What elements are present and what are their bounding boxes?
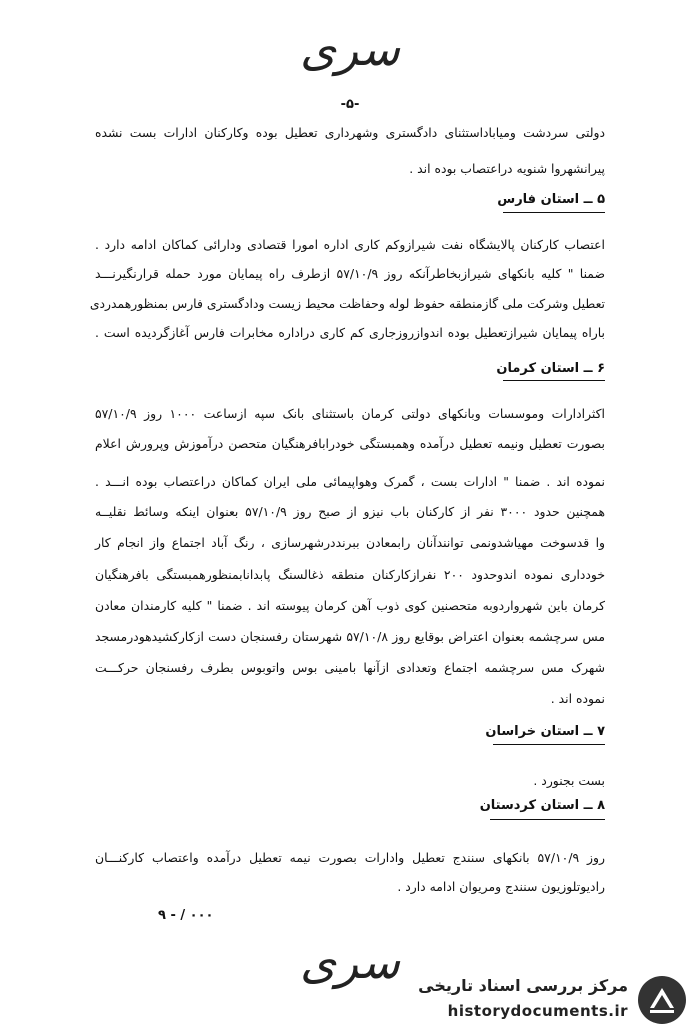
section-heading-kerman: ۶ ــ استان کرمان <box>496 361 605 376</box>
kerman-line-8: مس سرچشمه بعنوان اعتراض بوقایع روز ۵۷/۱۰/۸ شهرستان رفسنجان دست ازکارکشیدهودرمسجد <box>95 629 605 644</box>
heading-underline <box>503 212 605 213</box>
kerman-line-2: بصورت تعطیل ونیمه تعطیل درآمده وهمبستگی خودرابافرهنگیان متحصن درآموزش وپرورش اعلام <box>95 436 605 451</box>
kerman-line-10: نموده اند . <box>550 691 605 706</box>
heading-underline <box>503 380 605 381</box>
watermark-url: historydocuments.ir <box>447 1002 628 1020</box>
kerman-line-4: همچنین حدود ۳۰۰۰ نفر از کارکنان باب نیزو از صبح روز ۵۷/۱۰/۹ بعنوان اینکه وسائط نقلیــه <box>95 504 605 519</box>
intro-line-2: پیرانشهروا شنویه دراعتصاب بوده اند . <box>409 161 605 176</box>
heading-underline <box>490 819 605 820</box>
khorasan-line-1: بست بجنورد . <box>533 773 605 788</box>
heading-underline <box>493 744 605 745</box>
kerman-line-1: اکثرادارات وموسسات وبانکهای دولتی کرمان باستثنای بانک سپه ازساعت ۱۰۰۰ روز ۵۷/۱۰/۹ <box>95 406 605 421</box>
kerman-line-9: شهرک مس سرچشمه اجتماع وتعدادی ازآنها بامینی بوس واتوبوس بطرف رفسنجان حرکـــت <box>95 660 605 675</box>
kurdistan-line-1: روز ۵۷/۱۰/۹ بانکهای سنندج تعطیل وادارات بصورت نیمه تعطیل درآمده واعتصاب کارکنـــان <box>95 850 606 865</box>
book-logo-icon <box>636 974 688 1026</box>
intro-line-1: دولتی سردشت ومیاباداستثنای دادگستری وشهرداری تعطیل بوده وکارکنان ادارات بست نشده <box>95 125 605 140</box>
kerman-line-6: خودداری نموده اندوحدود ۲۰۰ نفرازکارکنان منطقه ذغالسنگ پابدانابمنظورهمبستگی بافرهنگیان <box>95 567 605 582</box>
fars-line-2: ضمنا " کلیه بانکهای شیرازبخاطرآنکه روز ۵۷/۱۰/۹ ازطرف راه پیمایان مورد حمله قرارنگیرنـــد <box>95 266 605 281</box>
classification-stamp-top: سری <box>300 22 400 76</box>
document-reference: ۹ - / ۰۰۰ <box>158 908 214 923</box>
kerman-line-3: نموده اند . ضمنا " ادارات بست ، گمرک وهواپیمائی ملی ایران کماکان دراعتصاب بوده انـــد . <box>95 474 605 489</box>
kerman-line-5: وا قدسوخت مهیاشدونمی توانندآنان رابمعادن ببرنددرشهرسازی ، رنگ آباد اجتماع واز انجام کار <box>95 535 605 550</box>
page-number: -۵- <box>340 97 360 112</box>
section-heading-khorasan: ۷ ــ استان خراسان <box>485 724 605 739</box>
fars-line-3: تعطیل وشرکت ملی گازمنطقه حفوظ لوله وحفاظت محیط زیست ودادگستری فارس بمنظورهمدردی <box>89 296 605 311</box>
classification-stamp-bottom: سری <box>300 935 400 989</box>
kerman-line-7: کرمان باین شهرواردوبه متحصنین کوی ذوب آهن کرمان پیوسته اند . ضمنا " کلیه کارمندان معادن <box>95 598 605 613</box>
watermark-name: مرکز بررسی اسناد تاریخی <box>418 976 628 995</box>
fars-line-1: اعتصاب کارکنان پالایشگاه نفت شیرازوکم کاری اداره امورا قتصادی ودارائی کماکان ادامه دارد . <box>95 237 605 252</box>
fars-line-4: باراه پیمایان شیرازتعطیل بوده اندوازروزجاری کم کاری دراداره مخابرات فارس آغازگردیده است . <box>95 325 605 340</box>
kurdistan-line-2: رادیوتلوزیون سنندج ومریوان ادامه دارد . <box>397 879 605 894</box>
section-heading-kurdistan: ۸ ــ استان کردستان <box>479 798 605 813</box>
archive-watermark <box>420 972 690 1028</box>
section-heading-fars: ۵ ــ استان فارس <box>497 192 605 207</box>
